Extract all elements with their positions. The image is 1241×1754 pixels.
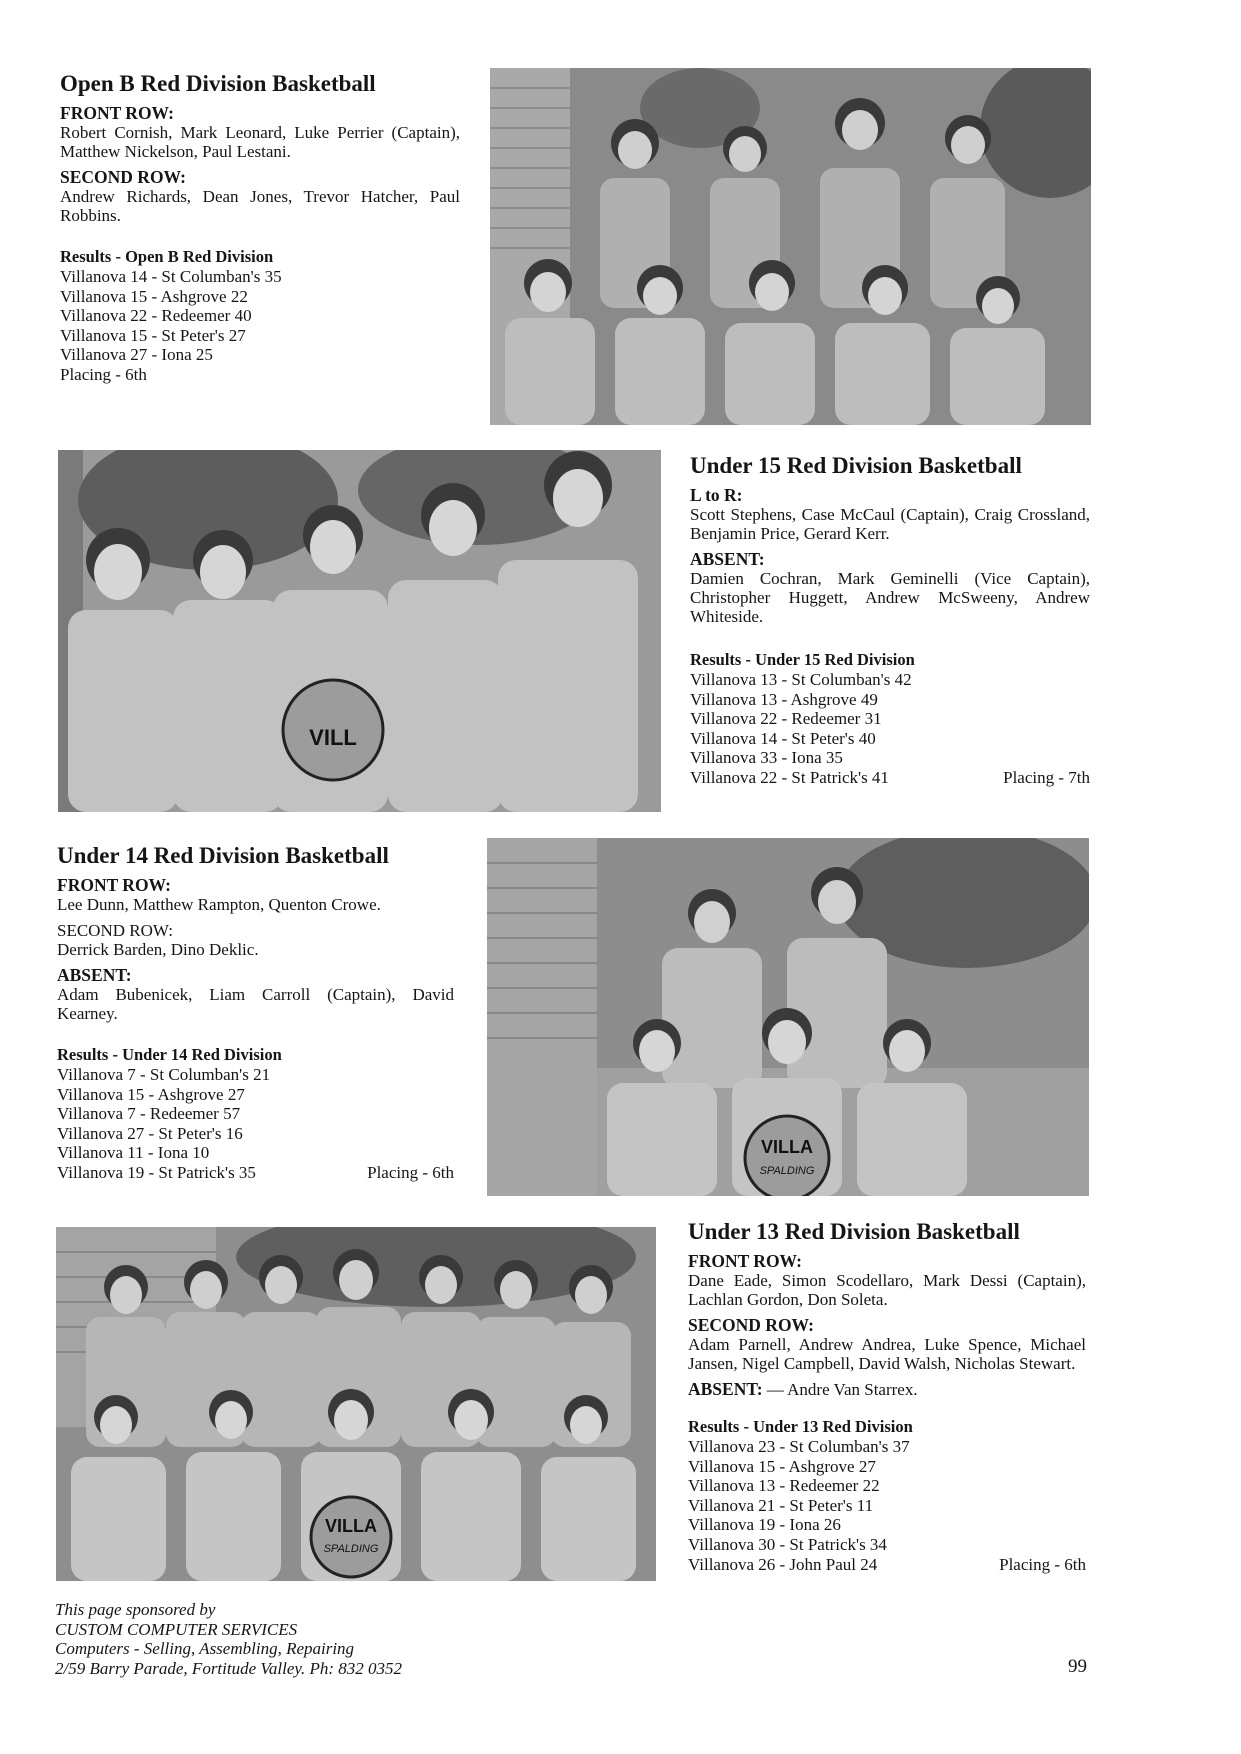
placing-text: Placing - 6th bbox=[999, 1554, 1086, 1574]
placing-text: Placing - 7th bbox=[1003, 767, 1090, 787]
result-line-with-placing bbox=[57, 1163, 454, 1183]
ball-brand: SPALDING bbox=[323, 1543, 379, 1555]
open-b-second-row-names: Andrew Richards, Dean Jones, Trevor Hatcher, Paul Robbins. bbox=[60, 187, 460, 225]
open-b-section bbox=[60, 70, 460, 385]
open-b-front-row-names: Robert Cornish, Mark Leonard, Luke Perrier (Captain), Matthew Nickelson, Paul Lestani. bbox=[60, 123, 460, 161]
result-line: Villanova 22 - Redeemer 31 bbox=[690, 709, 882, 729]
result-line: Villanova 33 - Iona 35 bbox=[690, 748, 843, 768]
result-line-with-placing bbox=[688, 1555, 1086, 1575]
result-line: Villanova 22 - St Patrick's 41 bbox=[690, 767, 889, 787]
under-15-lr-names: Scott Stephens, Case McCaul (Captain), Craig Crossland, Benjamin Price, Gerard Kerr. bbox=[690, 505, 1090, 543]
result-line: Villanova 27 - Iona 25 bbox=[60, 345, 213, 365]
sponsor-line: Computers - Selling, Assembling, Repairing bbox=[55, 1639, 355, 1658]
result-line: Villanova 27 - St Peter's 16 bbox=[57, 1123, 243, 1143]
open-b-second-row-heading: SECOND ROW: bbox=[60, 167, 186, 187]
under-14-results-list bbox=[57, 1065, 454, 1183]
under-13-results-heading: Results - Under 13 Red Division bbox=[688, 1417, 913, 1436]
ball-lettering: VILLA bbox=[761, 1137, 813, 1157]
under-15-section bbox=[690, 452, 1090, 788]
result-line: Villanova 22 - Redeemer 40 bbox=[60, 306, 252, 326]
under-15-absent-names: Damien Cochran, Mark Geminelli (Vice Captain), Christopher Huggett, Andrew McSweeny, Andrew Whiteside. bbox=[690, 569, 1090, 626]
under-15-lr-heading: L to R: bbox=[690, 485, 743, 505]
result-line: Villanova 19 - Iona 26 bbox=[688, 1515, 841, 1535]
result-line: Villanova 15 - Ashgrove 27 bbox=[688, 1456, 876, 1476]
result-line: Villanova 19 - St Patrick's 35 bbox=[57, 1162, 256, 1182]
open-b-title: Open B Red Division Basketball bbox=[60, 71, 376, 96]
result-line: Villanova 13 - Ashgrove 49 bbox=[690, 689, 878, 709]
under-13-second-row-names: Adam Parnell, Andrew Andrea, Luke Spence, Michael Jansen, Nigel Campbell, David Walsh, Nicholas Stewart. bbox=[688, 1335, 1086, 1373]
ball-brand: SPALDING bbox=[759, 1165, 815, 1177]
open-b-results-list bbox=[60, 267, 460, 385]
under-13-absent-names: — Andre Van Starrex. bbox=[766, 1380, 918, 1399]
under-14-second-row-names: Derrick Barden, Dino Deklic. bbox=[57, 940, 259, 959]
under-14-front-row-heading: FRONT ROW: bbox=[57, 875, 171, 895]
under-14-absent-heading: ABSENT: bbox=[57, 965, 132, 985]
under-15-team-photo bbox=[58, 450, 661, 812]
page-number: 99 bbox=[1068, 1656, 1087, 1677]
result-line: Villanova 21 - St Peter's 11 bbox=[688, 1495, 874, 1515]
under-15-results-heading: Results - Under 15 Red Division bbox=[690, 650, 915, 669]
result-line: Villanova 26 - John Paul 24 bbox=[688, 1554, 878, 1574]
open-b-results-heading: Results - Open B Red Division bbox=[60, 247, 274, 266]
result-line: Villanova 15 - Ashgrove 27 bbox=[57, 1084, 245, 1104]
result-line: Villanova 30 - St Patrick's 34 bbox=[688, 1534, 887, 1554]
under-14-section bbox=[57, 842, 454, 1183]
result-line: Villanova 15 - Ashgrove 22 bbox=[60, 286, 248, 306]
result-line: Villanova 13 - Redeemer 22 bbox=[688, 1476, 880, 1496]
open-b-team-photo bbox=[490, 68, 1091, 425]
open-b-front-row-heading: FRONT ROW: bbox=[60, 103, 174, 123]
sponsor-block bbox=[55, 1600, 402, 1678]
under-13-results-list bbox=[688, 1437, 1086, 1574]
placing-text: Placing - 6th bbox=[60, 364, 147, 384]
under-14-team-photo bbox=[487, 838, 1089, 1196]
sponsor-name: CUSTOM COMPUTER SERVICES bbox=[55, 1619, 298, 1639]
ball-lettering: VILL bbox=[309, 725, 357, 750]
under-15-absent-heading: ABSENT: bbox=[690, 549, 765, 569]
under-14-absent-names: Adam Bubenicek, Liam Carroll (Captain), David Kearney. bbox=[57, 985, 454, 1023]
under-15-title: Under 15 Red Division Basketball bbox=[690, 453, 1022, 478]
result-line-with-placing bbox=[690, 768, 1090, 788]
result-line: Villanova 13 - St Columban's 42 bbox=[690, 670, 912, 689]
under-13-front-row-names: Dane Eade, Simon Scodellaro, Mark Dessi (Captain), Lachlan Gordon, Don Soleta. bbox=[688, 1271, 1086, 1309]
under-14-results-heading: Results - Under 14 Red Division bbox=[57, 1045, 282, 1064]
under-13-second-row-heading: SECOND ROW: bbox=[688, 1315, 814, 1335]
result-line: Villanova 23 - St Columban's 37 bbox=[688, 1437, 910, 1456]
placing-text: Placing - 6th bbox=[367, 1162, 454, 1182]
ball-lettering: VILLA bbox=[325, 1516, 377, 1536]
under-15-results-list bbox=[690, 670, 1090, 788]
result-line: Villanova 7 - St Columban's 21 bbox=[57, 1065, 271, 1084]
under-14-title: Under 14 Red Division Basketball bbox=[57, 843, 389, 868]
result-line: Villanova 14 - St Columban's 35 bbox=[60, 267, 282, 286]
sponsor-address: 2/59 Barry Parade, Fortitude Valley. Ph: 832 0352 bbox=[55, 1658, 403, 1678]
under-13-section bbox=[688, 1218, 1086, 1574]
result-line: Villanova 14 - St Peter's 40 bbox=[690, 728, 876, 748]
result-line: Villanova 7 - Redeemer 57 bbox=[57, 1104, 241, 1124]
under-14-front-row-names: Lee Dunn, Matthew Rampton, Quenton Crowe. bbox=[57, 895, 381, 914]
under-13-team-photo bbox=[56, 1227, 656, 1581]
under-14-second-row-heading: SECOND ROW: bbox=[57, 921, 174, 940]
sponsor-line: This page sponsored by bbox=[55, 1600, 216, 1619]
result-line: Villanova 11 - Iona 10 bbox=[57, 1143, 210, 1163]
under-13-title: Under 13 Red Division Basketball bbox=[688, 1219, 1020, 1244]
result-line: Villanova 15 - St Peter's 27 bbox=[60, 325, 246, 345]
under-13-absent-heading: ABSENT: bbox=[688, 1379, 763, 1399]
under-13-front-row-heading: FRONT ROW: bbox=[688, 1251, 802, 1271]
